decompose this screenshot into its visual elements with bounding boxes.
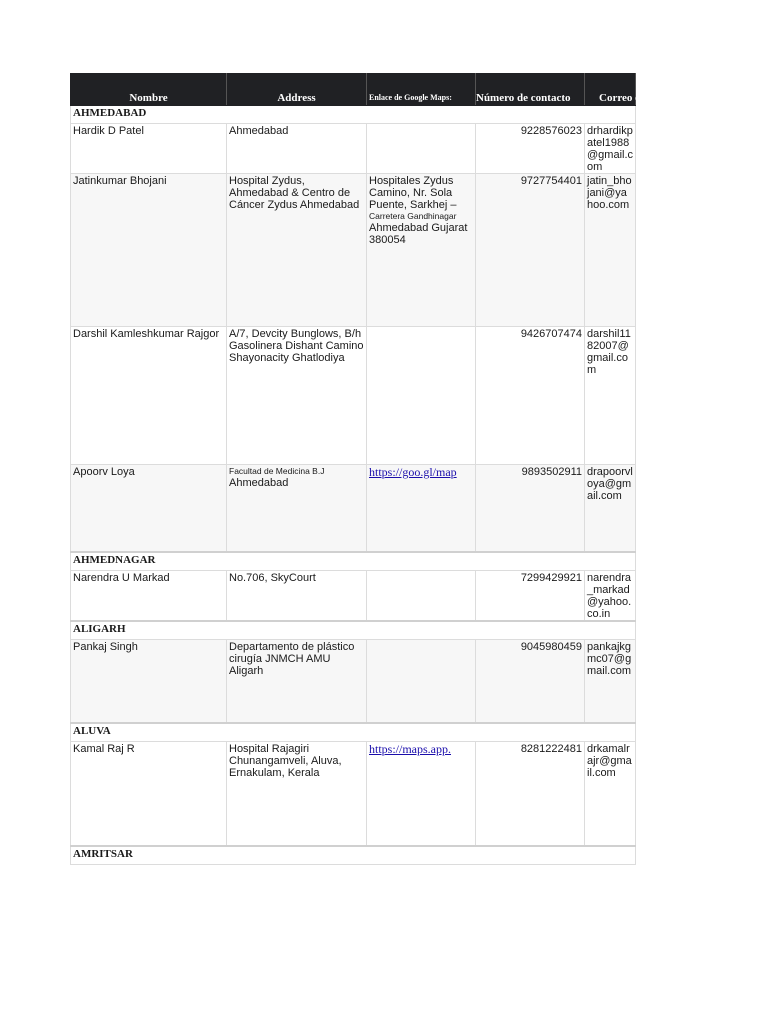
- table-row: [71, 174, 636, 327]
- city-heading: ALUVA: [71, 723, 636, 742]
- name-cell: Narendra U Markad: [71, 571, 227, 622]
- maps-cell: [367, 124, 476, 174]
- city-row-ahmedabad: [71, 106, 636, 124]
- city-row-aligarh: [71, 621, 636, 640]
- address-cell: Departamento de plástico cirugía JNMCH AMU Aligarh: [227, 640, 367, 724]
- address-cell: Hospital Rajagiri Chunangamveli, Aluva, Ernakulam, Kerala: [227, 742, 367, 847]
- address-cell: A/7, Devcity Bunglows, B/h Gasolinera Dishant Camino Shayonacity Ghatlodiya: [227, 327, 367, 465]
- name-cell: Jatinkumar Bhojani: [71, 174, 227, 327]
- table-row: [71, 742, 636, 847]
- address-text-line: Ahmedabad: [229, 477, 289, 489]
- maps-text-line: Carretera Gandhinagar: [369, 211, 457, 221]
- table-header: [71, 74, 644, 106]
- column-header-phone: Número de contacto: [476, 74, 585, 106]
- name-cell: Kamal Raj R: [71, 742, 227, 847]
- maps-link[interactable]: https://maps.app.: [369, 742, 451, 756]
- table-row: [71, 640, 636, 724]
- maps-cell: [367, 327, 476, 465]
- email-cell: drhardikpatel1988@gmail.com: [585, 124, 636, 174]
- phone-cell: 7299429921: [476, 571, 585, 622]
- address-cell: Hospital Zydus, Ahmedabad & Centro de Cáncer Zydus Ahmedabad: [227, 174, 367, 327]
- maps-cell: [367, 640, 476, 724]
- table-row: [71, 327, 636, 465]
- email-cell: darshil1182007@gmail.com: [585, 327, 636, 465]
- maps-cell: [367, 465, 476, 553]
- phone-cell: 9426707474: [476, 327, 585, 465]
- column-header-email: Correo el: [585, 74, 636, 106]
- maps-text-line: Hospitales Zydus Camino, Nr. Sola Puente, Sarkhej –: [369, 175, 457, 211]
- email-cell: jatin_bhojani@yahoo.com: [585, 174, 636, 327]
- email-cell: drapoorvloya@gmail.com: [585, 465, 636, 553]
- name-cell: Pankaj Singh: [71, 640, 227, 724]
- city-heading: AMRITSAR: [71, 846, 636, 865]
- name-cell: Darshil Kamleshkumar Rajgor: [71, 327, 227, 465]
- address-cell: No.706, SkyCourt: [227, 571, 367, 622]
- maps-cell: [367, 571, 476, 622]
- city-row-amritsar: [71, 846, 636, 865]
- email-cell: drkamalrajr@gmail.com: [585, 742, 636, 847]
- column-header-nombre: Nombre: [71, 74, 227, 106]
- email-cell: pankajkgmc07@gmail.com: [585, 640, 636, 724]
- column-header-maps-label: Enlace de Google Maps: [369, 93, 450, 102]
- name-cell: Hardik D Patel: [71, 124, 227, 174]
- maps-link[interactable]: https://goo.gl/map: [369, 465, 457, 479]
- city-heading: ALIGARH: [71, 621, 636, 640]
- maps-text-line: Ahmedabad Gujarat 380054: [369, 222, 468, 246]
- address-cell: Ahmedabad: [227, 124, 367, 174]
- phone-cell: 9893502911: [476, 465, 585, 553]
- maps-cell: [367, 742, 476, 847]
- email-cell: narendra_markad@yahoo.co.in: [585, 571, 636, 622]
- address-cell: [227, 465, 367, 553]
- phone-cell: 9727754401: [476, 174, 585, 327]
- city-row-ahmednagar: [71, 552, 636, 571]
- table-row: [71, 465, 636, 553]
- phone-cell: 9045980459: [476, 640, 585, 724]
- city-row-aluva: [71, 723, 636, 742]
- table-row: [71, 571, 636, 622]
- phone-cell: 9228576023: [476, 124, 585, 174]
- contacts-table: [70, 73, 644, 865]
- column-header-maps: Enlace de Google Maps:: [367, 74, 476, 106]
- name-cell: Apoorv Loya: [71, 465, 227, 553]
- city-heading: AHMEDABAD: [71, 106, 636, 124]
- column-header-address: Address: [227, 74, 367, 106]
- maps-cell: [367, 174, 476, 327]
- city-heading: AHMEDNAGAR: [71, 552, 636, 571]
- table-row: [71, 124, 636, 174]
- phone-cell: 8281222481: [476, 742, 585, 847]
- address-text-line: Facultad de Medicina B.J: [229, 466, 325, 476]
